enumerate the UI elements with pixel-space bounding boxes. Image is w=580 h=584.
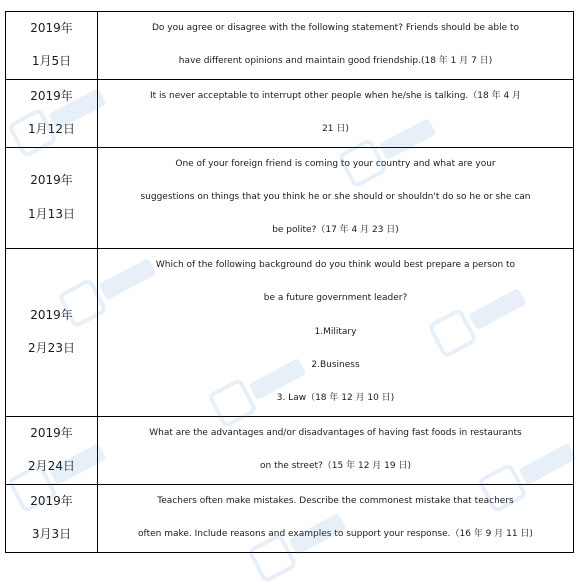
- essay-topic-table: [5, 11, 574, 553]
- topic-line: suggestions on things that you think he or she should or shouldn't do so he or she can: [140, 192, 531, 203]
- topic-cell: [98, 147, 574, 248]
- topic-cell: [98, 12, 574, 80]
- date-year: 2019年: [30, 21, 73, 35]
- table-row: [6, 248, 574, 416]
- topic-line: 1.Military: [314, 326, 357, 337]
- topic-line: It is never acceptable to interrupt other people when he/she is talking.（18 年 4 月: [149, 90, 522, 101]
- date-day: 2月24日: [28, 459, 75, 474]
- topic-line: be a future government leader?: [263, 293, 408, 304]
- table-row: [6, 12, 574, 80]
- date-day: 2月23日: [28, 341, 75, 356]
- topic-line: Do you agree or disagree with the following statement? Friends should be able to: [151, 23, 520, 33]
- topic-line: be polite?（17 年 4 月 23 日): [272, 225, 399, 236]
- topic-line: often make. Include reasons and examples to support your response.（16 年 9 月 11 日): [138, 529, 533, 540]
- topic-line: What are the advantages and/or disadvantages of having fast foods in restaurants: [149, 427, 522, 438]
- table-row: [6, 416, 574, 484]
- table-body: [6, 12, 574, 553]
- topic-cell: [98, 416, 574, 484]
- date-day: 3月3日: [31, 527, 72, 542]
- date-cell: [6, 484, 98, 552]
- date-cell: [6, 248, 98, 416]
- topic-line: have different opinions and maintain good friendship.(18 年 1 月 7 日): [178, 56, 493, 67]
- date-day: 1月12日: [28, 122, 75, 137]
- topic-line: on the street?（15 年 12 月 19 日): [260, 461, 411, 472]
- topic-line: Teachers often make mistakes. Describe the commonest mistake that teachers: [157, 495, 514, 506]
- date-cell: [6, 416, 98, 484]
- topic-cell: [98, 248, 574, 416]
- topic-line: 21 日): [322, 124, 349, 135]
- date-year: 2019年: [30, 493, 73, 508]
- date-year: 2019年: [30, 425, 73, 440]
- topic-cell: [98, 79, 574, 147]
- date-year: 2019年: [30, 307, 73, 322]
- date-cell: [6, 12, 98, 80]
- date-cell: [6, 79, 98, 147]
- table-row: [6, 147, 574, 248]
- table-row: [6, 484, 574, 552]
- table-row: [6, 79, 574, 147]
- date-day: 1月13日: [28, 206, 75, 221]
- topic-line: Which of the following background do you think would best prepare a person to: [155, 259, 516, 270]
- topic-line: 3. Law（18 年 12 月 10 日): [276, 393, 395, 404]
- topic-line: 2.Business: [311, 360, 360, 371]
- date-day: 1月5日: [31, 54, 72, 69]
- topic-cell: [98, 484, 574, 552]
- date-year: 2019年: [30, 88, 73, 103]
- date-year: 2019年: [30, 173, 73, 188]
- date-cell: [6, 147, 98, 248]
- topic-line: One of your foreign friend is coming to your country and what are your: [175, 158, 496, 169]
